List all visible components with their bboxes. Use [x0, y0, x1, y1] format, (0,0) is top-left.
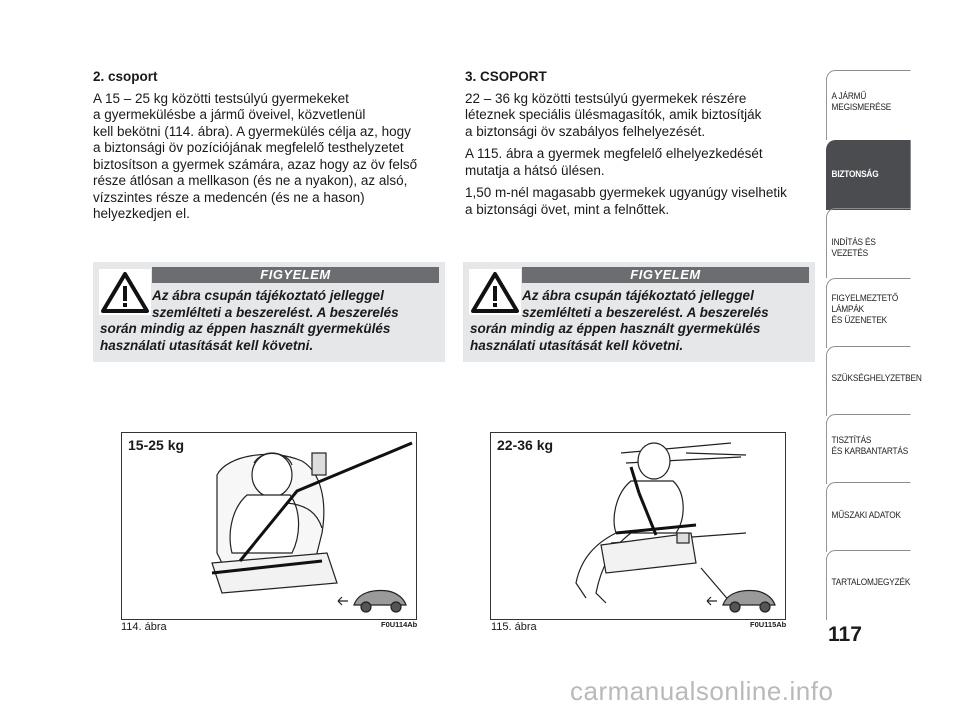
figure-caption: 114. ábra: [121, 621, 167, 633]
tab-label: MEGISMERÉSE: [831, 102, 892, 112]
warning-line: használati utasítását kell követni.: [470, 337, 684, 353]
group-3-paragraph-2: [465, 146, 815, 179]
warning-line: szemlélteti a beszerelést. A beszerelés: [152, 304, 399, 320]
weight-label: 15-25 kg: [128, 437, 185, 453]
warning-text: [93, 288, 433, 354]
text-line: a gyermekülésbe a jármű öveivel, közvetlenül: [93, 107, 366, 122]
text-line: helyezkedjen el.: [93, 206, 190, 221]
tab-label: INDÍTÁS ÉS VEZETÉS: [831, 237, 876, 258]
tab-tartalomjegyzek[interactable]: [826, 550, 911, 620]
tab-label: ÉS KARBANTARTÁS: [831, 446, 909, 456]
tab-label: ÉS ÜZENETEK: [831, 315, 888, 325]
tab-label: BIZTONSÁG: [831, 169, 879, 179]
section-heading-group-2: 2. csoport: [93, 69, 158, 84]
tab-jarmu-megismerese[interactable]: [826, 70, 911, 140]
tab-label: LÁMPÁK: [831, 304, 865, 314]
tab-inditas-es-vezetes[interactable]: [826, 208, 911, 278]
tab-label: FIGYELMEZTETŐ: [831, 293, 899, 303]
figure-caption: 115. ábra: [491, 621, 537, 633]
tab-tisztitas-es-karbantartas[interactable]: [826, 414, 911, 484]
text-line: 1,50 m-nél magasabb gyermekek ugyanúgy viselhetik: [465, 185, 787, 200]
text-line: mutatja a hátsó ülésen.: [465, 162, 605, 178]
tab-muszaki-adatok[interactable]: [826, 482, 911, 552]
left-text-column: [93, 69, 453, 223]
warning-line: során mindig az éppen használt gyermekülés: [100, 321, 391, 336]
warning-line: Az ábra csupán tájékoztató jelleggel: [522, 288, 754, 303]
section-heading-group-3: 3. CSOPORT: [465, 69, 547, 84]
text-line: vízszintes része a medencén (és ne a hason): [93, 189, 365, 205]
figure-114-illustration: [121, 432, 417, 620]
warning-text: [463, 288, 803, 354]
tab-biztonsag[interactable]: [826, 140, 911, 210]
figure-code: F0U114Ab: [381, 620, 418, 629]
text-line: A 15 – 25 kg közötti testsúlyú gyermekeket: [93, 90, 349, 106]
tab-label: SZÜKSÉGHELYZETBEN: [831, 373, 922, 383]
text-line: 22 – 36 kg közötti testsúlyú gyermekek részére: [465, 90, 747, 106]
text-line: A 115. ábra a gyermek megfelelő elhelyezkedését: [465, 146, 763, 161]
warning-line: során mindig az éppen használt gyermekülés: [470, 321, 761, 336]
warning-line: szemlélteti a beszerelést. A beszerelés: [522, 304, 769, 320]
text-line: biztosítson a gyermek számára, azaz hogy az öv felső: [93, 156, 418, 172]
warning-title: FIGYELEM: [522, 267, 809, 283]
tab-szukseghelyzetben[interactable]: [826, 346, 922, 416]
text-line: a biztonsági övet, mint a felnőttek.: [465, 201, 670, 217]
warning-box-left: [93, 262, 445, 362]
tab-label: TISZTÍTÁS: [831, 435, 872, 445]
weight-label: 22-36 kg: [497, 437, 554, 453]
right-text-column: [465, 69, 815, 224]
group-3-paragraph-3: [465, 185, 815, 218]
group-3-paragraph-1: [465, 91, 815, 141]
child-booster-seat-illustration: [122, 433, 416, 619]
text-line: léteznek speciális ülésmagasítók, amik biztosítják: [465, 107, 762, 122]
page-number: 117: [828, 623, 862, 646]
tab-label: MŰSZAKI ADATOK: [831, 510, 901, 520]
warning-line: használati utasítását kell követni.: [100, 337, 314, 353]
text-line: kell bekötni (114. ábra). A gyermekülés célja az, hogy: [93, 123, 411, 139]
figure-115-illustration: [490, 432, 786, 620]
warning-line: Az ábra csupán tájékoztató jelleggel: [152, 288, 384, 303]
warning-title: FIGYELEM: [152, 267, 439, 283]
warning-box-right: [463, 262, 815, 362]
text-line: része átlósan a mellkason (és ne a nyakon), az alsó,: [93, 173, 408, 188]
group-2-paragraph: [93, 91, 453, 223]
text-line: a biztonsági öv pozíciójának megfelelő testhelyzetet: [93, 140, 404, 155]
tab-label: A JÁRMŰ: [831, 91, 867, 101]
figure-code: F0U115Ab: [750, 620, 787, 629]
child-seat-booster-illustration: [491, 433, 785, 619]
tab-figyelmezteto-lampak[interactable]: [826, 278, 911, 348]
tab-label: TARTALOMJEGYZÉK: [831, 577, 911, 587]
text-line: a biztonsági öv szabályos felhelyezését.: [465, 123, 706, 139]
watermark: carmanualsonline.info: [570, 676, 834, 706]
